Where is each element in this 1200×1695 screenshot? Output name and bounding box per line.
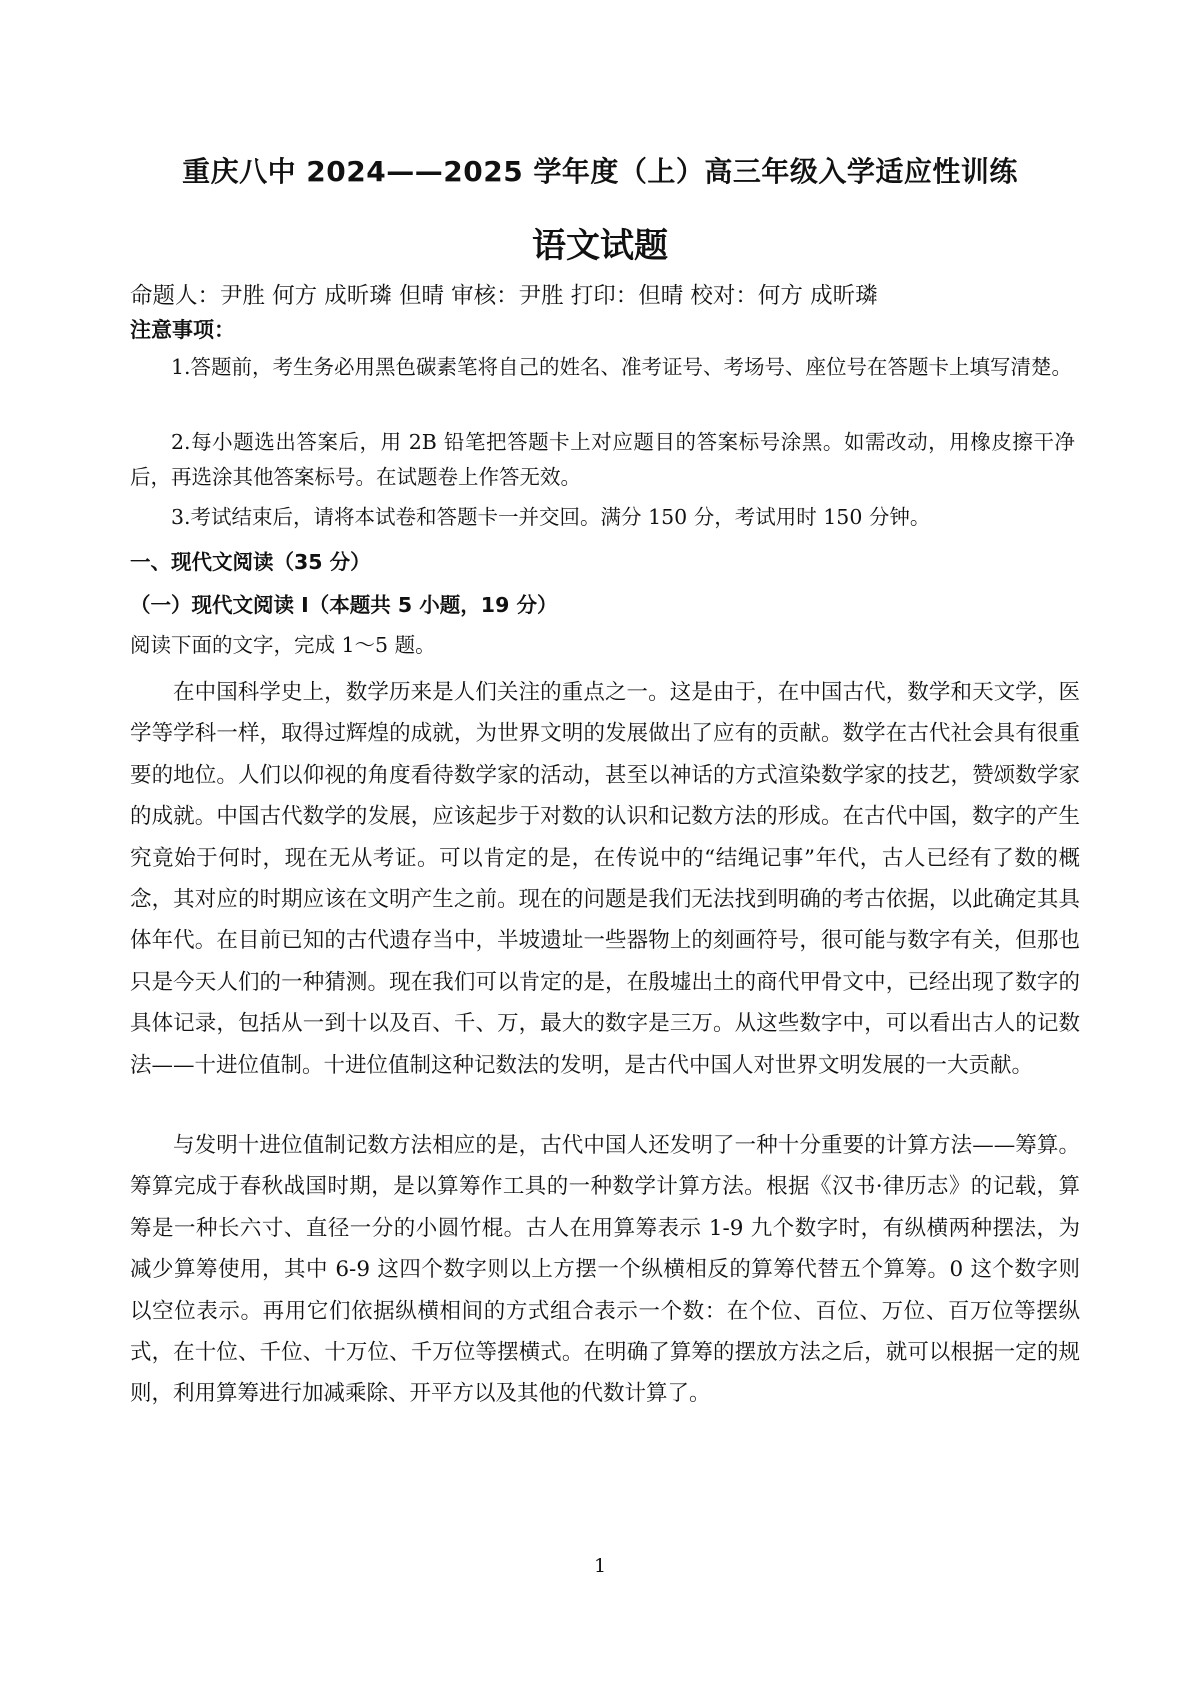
subsection-heading: （一）现代文阅读 I（本题共 5 小题，19 分） [130, 593, 558, 617]
page-number: 1 [593, 1555, 607, 1577]
notice-item: 2.每小题选出答案后，用 2B 铅笔把答题卡上对应题目的答案标号涂黑。如需改动，用橡皮擦干净后，再选涂其他答案标号。在试题卷上作答无效。 [130, 430, 1075, 489]
reading-instruction: 阅读下面的文字，完成 1～5 题。 [130, 633, 436, 657]
notice-item: 3.考试结束后，请将本试卷和答题卡一并交回。满分 150 分，考试用时 150 分钟。 [171, 505, 931, 529]
authors-line: 命题人：尹胜 何方 成昕璘 但晴 审核：尹胜 打印：但晴 校对：何方 成昕璘 [130, 283, 878, 309]
notice-heading: 注意事项： [130, 318, 235, 342]
passage-paragraph: 在中国科学史上，数学历来是人们关注的重点之一。这是由于，在中国古代，数学和天文学，医学等学科一样，取得过辉煌的成就，为世界文明的发展做出了应有的贡献。数学在古代社会具有很重要的地位。人们以仰视的角度看待数学家的活动，甚至以神话的方式渲染数学家的技艺，赞颂数学家的成就。中国古代数学的发展，应该起步于对数的认识和记数方法的形成。在古代中国，数字的产生究竟始于何时，现在无从考证。可以肯定的是，在传说中的“结绳记事”年代，古人已经有了数的概念，其对应的时期应该在文明产生之前。现在的问题是我们无法找到明确的考古依据，以此确定其具体年代。在目前已知的古代遗存当中，半坡遗址一些器物上的刻画符号，很可能与数字有关，但那也只是今天人们的一种猜测。现在我们可以肯定的是，在殷墟出土的商代甲骨文中，已经出现了数字的具体记录，包括从一到十以及百、千、万，最大的数字是三万。从这些数字中，可以看出古人的记数法——十进位值制。十进位值制这种记数法的发明，是古代中国人对世界文明发展的一大贡献。 [130, 680, 1080, 1078]
section-heading: 一、现代文阅读（35 分） [130, 550, 371, 574]
exam-title: 重庆八中 2024——2025 学年度（上）高三年级入学适应性训练 [182, 155, 1018, 188]
passage-paragraph: 与发明十进位值制记数方法相应的是，古代中国人还发明了一种十分重要的计算方法——筹算。筹算完成于春秋战国时期，是以算筹作工具的一种数学计算方法。根据《汉书·律历志》的记载，算筹是一种长六寸、直径一分的小圆竹棍。古人在用算筹表示 1-9 九个数字时，有纵横两种摆法，为减少算筹使用，其中 6-9 这四个数字则以上方摆一个纵横相反的算筹代替五个算筹。0 这个数字则以空位表示。再用它们依据纵横相间的方式组合表示一个数：在个位、百位、万位、百万位等摆纵式，在十位、千位、十万位、千万位等摆横式。在明确了算筹的摆放方法之后，就可以根据一定的规则，利用算筹进行加减乘除、开平方以及其他的代数计算了。 [130, 1133, 1080, 1407]
notice-item: 1.答题前，考生务必用黑色碳素笔将自己的姓名、准考证号、考场号、座位号在答题卡上填写清楚。 [171, 355, 1073, 379]
exam-subtitle: 语文试题 [532, 226, 668, 266]
